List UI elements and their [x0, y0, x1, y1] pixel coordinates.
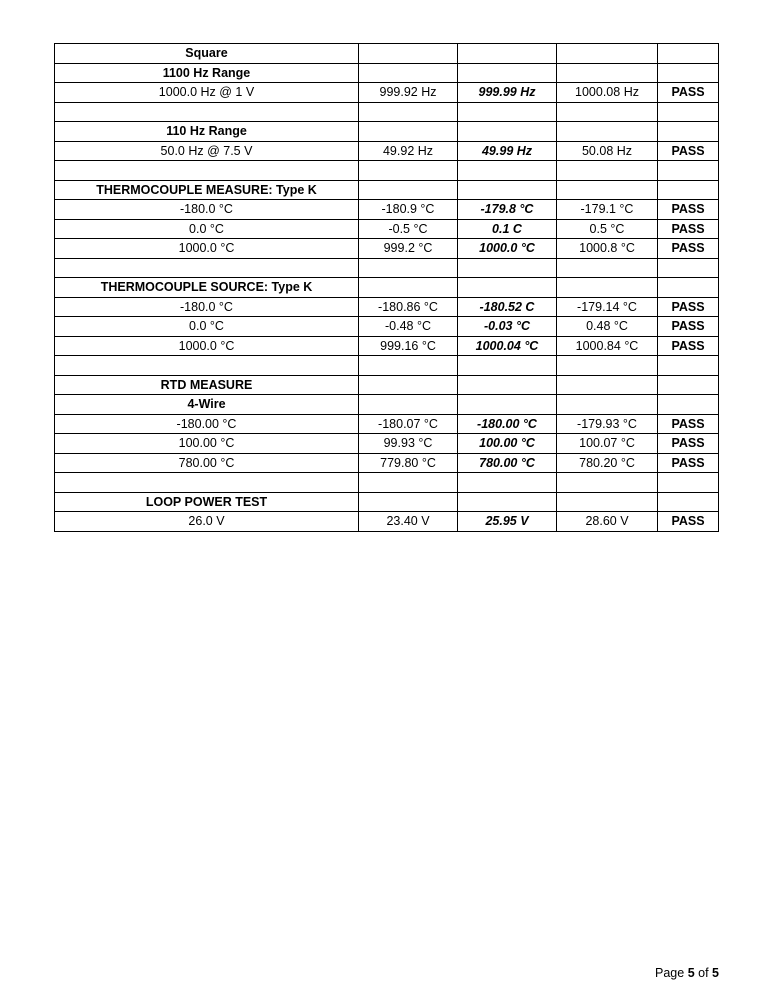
- calibration-table-body: [55, 44, 719, 532]
- empty-cell: [557, 258, 658, 278]
- result-cell: PASS: [658, 141, 719, 161]
- empty-cell: [658, 161, 719, 181]
- empty-cell: [458, 180, 557, 200]
- table-row: [55, 141, 719, 161]
- result-cell: PASS: [658, 200, 719, 220]
- empty-cell: [557, 102, 658, 122]
- lower-limit-cell: -180.9 °C: [359, 200, 458, 220]
- lower-limit-cell: -0.48 °C: [359, 317, 458, 337]
- empty-cell: [658, 122, 719, 142]
- empty-cell: [658, 473, 719, 493]
- table-row: [55, 297, 719, 317]
- upper-limit-cell: 100.07 °C: [557, 434, 658, 454]
- section-header-label: 1100 Hz Range: [55, 63, 359, 83]
- empty-cell: [458, 258, 557, 278]
- lower-limit-cell: -180.07 °C: [359, 414, 458, 434]
- empty-cell: [359, 63, 458, 83]
- empty-cell: [458, 492, 557, 512]
- empty-cell: [359, 395, 458, 415]
- table-row: [55, 336, 719, 356]
- empty-cell: [458, 278, 557, 298]
- upper-limit-cell: 50.08 Hz: [557, 141, 658, 161]
- empty-cell: [557, 180, 658, 200]
- table-row: [55, 239, 719, 259]
- blank-spacer-row: [55, 102, 719, 122]
- nominal-value-cell: 780.00 °C: [55, 453, 359, 473]
- section-header-row: [55, 180, 719, 200]
- lower-limit-cell: -180.86 °C: [359, 297, 458, 317]
- table-row: [55, 434, 719, 454]
- empty-cell: [458, 44, 557, 64]
- empty-cell: [55, 356, 359, 376]
- empty-cell: [658, 102, 719, 122]
- nominal-value-cell: 1000.0 Hz @ 1 V: [55, 83, 359, 103]
- section-header-row: [55, 395, 719, 415]
- upper-limit-cell: 1000.8 °C: [557, 239, 658, 259]
- empty-cell: [359, 356, 458, 376]
- empty-cell: [458, 395, 557, 415]
- empty-cell: [55, 161, 359, 181]
- nominal-value-cell: 50.0 Hz @ 7.5 V: [55, 141, 359, 161]
- empty-cell: [658, 492, 719, 512]
- table-row: [55, 200, 719, 220]
- table-row: [55, 219, 719, 239]
- nominal-value-cell: 26.0 V: [55, 512, 359, 532]
- upper-limit-cell: 780.20 °C: [557, 453, 658, 473]
- empty-cell: [458, 63, 557, 83]
- section-header-label: THERMOCOUPLE SOURCE: Type K: [55, 278, 359, 298]
- upper-limit-cell: 0.48 °C: [557, 317, 658, 337]
- result-cell: PASS: [658, 239, 719, 259]
- section-header-row: [55, 278, 719, 298]
- measured-value-cell: 100.00 °C: [458, 434, 557, 454]
- empty-cell: [55, 102, 359, 122]
- empty-cell: [458, 375, 557, 395]
- lower-limit-cell: 99.93 °C: [359, 434, 458, 454]
- measured-value-cell: 1000.04 °C: [458, 336, 557, 356]
- result-cell: PASS: [658, 434, 719, 454]
- result-cell: PASS: [658, 453, 719, 473]
- result-cell: PASS: [658, 297, 719, 317]
- empty-cell: [359, 258, 458, 278]
- lower-limit-cell: 779.80 °C: [359, 453, 458, 473]
- upper-limit-cell: 0.5 °C: [557, 219, 658, 239]
- section-header-row: [55, 63, 719, 83]
- measured-value-cell: 1000.0 °C: [458, 239, 557, 259]
- section-header-label: THERMOCOUPLE MEASURE: Type K: [55, 180, 359, 200]
- section-header-label: 110 Hz Range: [55, 122, 359, 142]
- empty-cell: [557, 122, 658, 142]
- empty-cell: [458, 473, 557, 493]
- page-word: Page: [655, 966, 685, 980]
- blank-spacer-row: [55, 161, 719, 181]
- measured-value-cell: -179.8 °C: [458, 200, 557, 220]
- result-cell: PASS: [658, 219, 719, 239]
- section-header-row: [55, 375, 719, 395]
- empty-cell: [359, 375, 458, 395]
- page-total: 5: [712, 966, 719, 980]
- of-word: of: [698, 966, 709, 980]
- empty-cell: [359, 161, 458, 181]
- section-header-label: LOOP POWER TEST: [55, 492, 359, 512]
- empty-cell: [557, 161, 658, 181]
- empty-cell: [658, 44, 719, 64]
- section-header-row: [55, 122, 719, 142]
- nominal-value-cell: 0.0 °C: [55, 317, 359, 337]
- blank-spacer-row: [55, 258, 719, 278]
- upper-limit-cell: 1000.84 °C: [557, 336, 658, 356]
- empty-cell: [658, 356, 719, 376]
- nominal-value-cell: 100.00 °C: [55, 434, 359, 454]
- section-header-row: [55, 44, 719, 64]
- empty-cell: [557, 375, 658, 395]
- table-row: [55, 83, 719, 103]
- empty-cell: [359, 473, 458, 493]
- measured-value-cell: 780.00 °C: [458, 453, 557, 473]
- nominal-value-cell: -180.0 °C: [55, 297, 359, 317]
- upper-limit-cell: 28.60 V: [557, 512, 658, 532]
- empty-cell: [658, 278, 719, 298]
- empty-cell: [55, 473, 359, 493]
- result-cell: PASS: [658, 512, 719, 532]
- page-footer: [655, 966, 719, 980]
- section-header-label: RTD MEASURE: [55, 375, 359, 395]
- empty-cell: [458, 356, 557, 376]
- measured-value-cell: -180.00 °C: [458, 414, 557, 434]
- measured-value-cell: 0.1 C: [458, 219, 557, 239]
- lower-limit-cell: 999.92 Hz: [359, 83, 458, 103]
- lower-limit-cell: 23.40 V: [359, 512, 458, 532]
- empty-cell: [359, 492, 458, 512]
- result-cell: PASS: [658, 414, 719, 434]
- empty-cell: [658, 63, 719, 83]
- empty-cell: [658, 258, 719, 278]
- measured-value-cell: 999.99 Hz: [458, 83, 557, 103]
- nominal-value-cell: -180.00 °C: [55, 414, 359, 434]
- empty-cell: [55, 258, 359, 278]
- section-header-label: Square: [55, 44, 359, 64]
- empty-cell: [658, 180, 719, 200]
- table-row: [55, 414, 719, 434]
- lower-limit-cell: 49.92 Hz: [359, 141, 458, 161]
- empty-cell: [359, 102, 458, 122]
- empty-cell: [557, 44, 658, 64]
- table-row: [55, 317, 719, 337]
- empty-cell: [557, 473, 658, 493]
- upper-limit-cell: -179.1 °C: [557, 200, 658, 220]
- empty-cell: [359, 44, 458, 64]
- empty-cell: [658, 375, 719, 395]
- lower-limit-cell: -0.5 °C: [359, 219, 458, 239]
- empty-cell: [458, 161, 557, 181]
- empty-cell: [557, 395, 658, 415]
- upper-limit-cell: -179.14 °C: [557, 297, 658, 317]
- calibration-results-table: [54, 43, 719, 532]
- lower-limit-cell: 999.2 °C: [359, 239, 458, 259]
- result-cell: PASS: [658, 83, 719, 103]
- empty-cell: [557, 63, 658, 83]
- empty-cell: [458, 122, 557, 142]
- result-cell: PASS: [658, 317, 719, 337]
- empty-cell: [458, 102, 557, 122]
- measured-value-cell: 25.95 V: [458, 512, 557, 532]
- measured-value-cell: -180.52 C: [458, 297, 557, 317]
- measured-value-cell: 49.99 Hz: [458, 141, 557, 161]
- blank-spacer-row: [55, 356, 719, 376]
- nominal-value-cell: 1000.0 °C: [55, 336, 359, 356]
- empty-cell: [658, 395, 719, 415]
- page-current: 5: [687, 966, 695, 980]
- empty-cell: [359, 278, 458, 298]
- empty-cell: [557, 278, 658, 298]
- nominal-value-cell: 1000.0 °C: [55, 239, 359, 259]
- section-header-row: [55, 492, 719, 512]
- empty-cell: [359, 122, 458, 142]
- blank-spacer-row: [55, 473, 719, 493]
- empty-cell: [359, 180, 458, 200]
- measured-value-cell: -0.03 °C: [458, 317, 557, 337]
- table-row: [55, 512, 719, 532]
- result-cell: PASS: [658, 336, 719, 356]
- empty-cell: [557, 492, 658, 512]
- nominal-value-cell: -180.0 °C: [55, 200, 359, 220]
- upper-limit-cell: -179.93 °C: [557, 414, 658, 434]
- lower-limit-cell: 999.16 °C: [359, 336, 458, 356]
- section-header-label: 4-Wire: [55, 395, 359, 415]
- nominal-value-cell: 0.0 °C: [55, 219, 359, 239]
- table-row: [55, 453, 719, 473]
- upper-limit-cell: 1000.08 Hz: [557, 83, 658, 103]
- empty-cell: [557, 356, 658, 376]
